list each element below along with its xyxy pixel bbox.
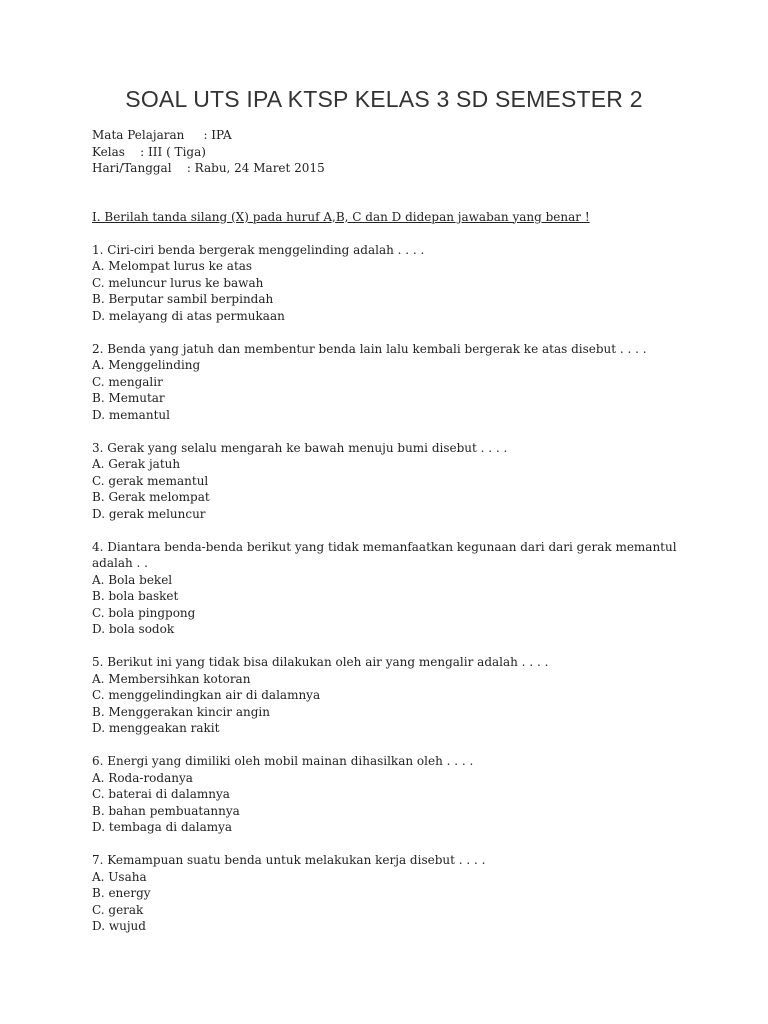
answer-option: B. Gerak melompat [92, 490, 210, 504]
question-text: 5. Berikut ini yang tidak bisa dilakukan oleh air yang mengalir adalah . . . . [92, 655, 549, 669]
answer-option: C. baterai di dalamnya [92, 787, 230, 801]
answer-option: A. Melompat lurus ke atas [92, 259, 253, 273]
answer-option: D. memantul [92, 407, 170, 422]
answer-option: A. Bola bekel [92, 572, 173, 587]
answer-option: D. wujud [92, 919, 146, 933]
answer-option: B. bola basket [92, 589, 179, 603]
question-block [92, 440, 712, 523]
meta-class-value: : III ( Tiga) [140, 144, 206, 159]
answer-option: C. meluncur lurus ke bawah [92, 275, 264, 290]
answer-option: B. bahan pembuatannya [92, 803, 240, 818]
answer-option: B. energy [92, 886, 151, 900]
question-text: 4. Diantara benda-benda berikut yang tidak memanfaatkan kegunaan dari dari gerak memantul adalah . . [92, 539, 677, 570]
meta-class [92, 144, 712, 161]
question-block [92, 852, 712, 935]
answer-option: A. Usaha [92, 869, 147, 884]
answer-option: D. tembaga di dalamya [92, 820, 233, 834]
question-text: 2. Benda yang jatuh dan membentur benda lain lalu kembali bergerak ke atas disebut . . . . [92, 341, 647, 356]
question-block [92, 539, 712, 638]
question-block [92, 753, 712, 836]
page-title: SOAL UTS IPA KTSP KELAS 3 SD SEMESTER 2 [125, 86, 643, 112]
answer-option: D. bola sodok [92, 622, 175, 636]
answer-option: A. Roda-rodanya [92, 770, 193, 785]
answer-option: B. Menggerakan kincir angin [92, 704, 270, 719]
meta-date-label: Hari/Tanggal [92, 161, 172, 175]
answer-option: D. melayang di atas permukaan [92, 308, 285, 323]
answer-option: D. gerak meluncur [92, 506, 206, 521]
answer-option: C. gerak [92, 902, 144, 917]
meta-date [92, 160, 712, 177]
question-text: 7. Kemampuan suatu benda untuk melakukan kerja disebut . . . . [92, 853, 486, 867]
meta-subject-label: Mata Pelajaran [92, 128, 185, 142]
question-block [92, 341, 712, 424]
meta-subject-value: : IPA [203, 128, 232, 142]
question-text: 1. Ciri-ciri benda bergerak menggelinding adalah . . . . [92, 242, 425, 257]
question-text: 6. Energi yang dimiliki oleh mobil mainan dihasilkan oleh . . . . [92, 754, 474, 768]
answer-option: C. bola pingpong [92, 605, 196, 620]
answer-option: B. Memutar [92, 391, 165, 405]
answer-option: A. Gerak jatuh [92, 457, 181, 471]
answer-option: C. menggelindingkan air di dalamnya [92, 688, 321, 702]
meta-date-value: : Rabu, 24 Maret 2015 [186, 161, 325, 175]
answer-option: C. gerak memantul [92, 473, 209, 488]
document-body [92, 127, 712, 935]
answer-option: A. Membersihkan kotoran [92, 671, 251, 686]
meta-class-label: Kelas [92, 144, 125, 159]
question-block [92, 654, 712, 737]
answer-option: B. Berputar sambil berpindah [92, 292, 274, 306]
question-text: 3. Gerak yang selalu mengarah ke bawah menuju bumi disebut . . . . [92, 440, 508, 455]
instruction-text: I. Berilah tanda silang (X) pada huruf A,B, C dan D didepan jawaban yang benar ! [92, 209, 590, 224]
answer-option: D. menggeakan rakit [92, 721, 220, 735]
answer-option: C. mengalir [92, 374, 163, 389]
question-block [92, 242, 712, 325]
meta-subject [92, 127, 712, 144]
answer-option: A. Menggelinding [92, 358, 201, 372]
